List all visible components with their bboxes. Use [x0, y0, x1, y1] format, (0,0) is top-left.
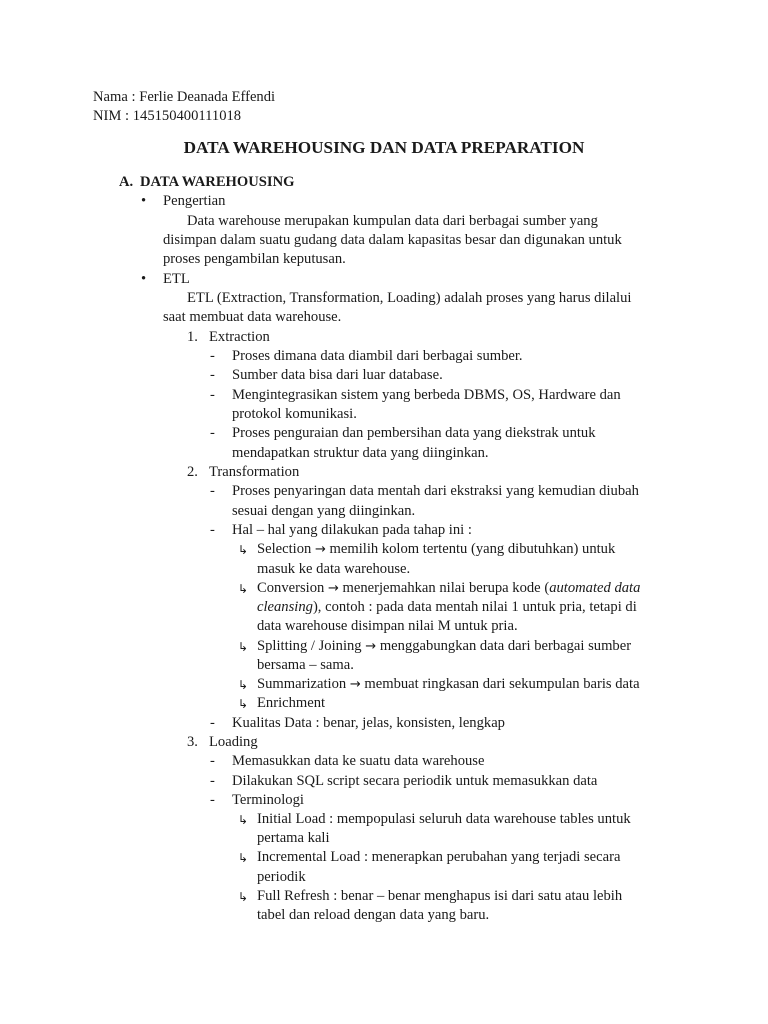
- extraction-item: Sumber data bisa dari luar database.: [232, 367, 443, 383]
- extraction-item: Proses dimana data diambil dari berbagai sumber.: [232, 348, 523, 364]
- conversion-italic: cleansing: [257, 599, 313, 615]
- enrichment-line: Enrichment: [257, 695, 326, 711]
- conversion-text: menerjemahkan nilai berupa kode (: [342, 580, 550, 596]
- dash-bullet: -: [210, 753, 215, 769]
- section-a-marker: A.: [119, 174, 134, 190]
- etl-line: saat membuat data warehouse.: [163, 309, 342, 325]
- terminology-item: tabel dan reload dengan data yang baru.: [257, 907, 490, 923]
- terminology-item: Initial Load : mempopulasi seluruh data warehouse tables untuk: [257, 811, 631, 827]
- dash-bullet: -: [210, 792, 215, 808]
- extraction-item: mendapatkan struktur data yang diinginkan.: [232, 445, 489, 461]
- loading-heading: Loading: [209, 734, 258, 750]
- conversion-cont: data warehouse disimpan nilai M untuk pria.: [257, 618, 518, 634]
- dash-bullet: -: [210, 367, 215, 383]
- conversion-term: Conversion: [257, 580, 325, 596]
- document-title: DATA WAREHOUSING DAN DATA PREPARATION: [183, 138, 585, 157]
- loading-item: Memasukkan data ke suatu data warehouse: [232, 753, 485, 769]
- transformation-item: sesuai dengan yang diinginkan.: [232, 503, 416, 519]
- list-number: 1.: [187, 329, 198, 345]
- dash-bullet: -: [210, 425, 215, 441]
- dash-bullet: -: [210, 483, 215, 499]
- summarization-text: membuat ringkasan dari sekumpulan baris data: [364, 676, 640, 692]
- extraction-item: protokol komunikasi.: [232, 406, 357, 422]
- transformation-item: Kualitas Data : benar, jelas, konsisten, lengkap: [232, 715, 505, 731]
- transformation-item: Proses penyaringan data mentah dari ekstraksi yang kemudian diubah: [232, 483, 639, 499]
- terminology-item: Incremental Load : menerapkan perubahan yang terjadi secara: [257, 849, 621, 865]
- selection-text: memilih kolom tertentu (yang dibutuhkan) untuk: [329, 541, 616, 557]
- list-number: 3.: [187, 734, 198, 750]
- extraction-item: Proses penguraian dan pembersihan data yang diekstrak untuk: [232, 425, 596, 441]
- bullet-icon: •: [141, 193, 147, 209]
- arrow-bullet-icon: ↳: [238, 582, 249, 596]
- bullet-icon: •: [141, 271, 147, 287]
- student-nim: NIM : 145150400111018: [93, 108, 242, 124]
- arrow-bullet-icon: ↳: [238, 678, 249, 692]
- dash-bullet: -: [210, 715, 215, 731]
- transformation-heading: Transformation: [209, 464, 300, 480]
- pengertian-line: Data warehouse merupakan kumpulan data dari berbagai sumber yang: [187, 213, 598, 229]
- section-a-heading: DATA WAREHOUSING: [140, 174, 295, 190]
- conversion-line: [257, 579, 640, 598]
- summarization-term: Summarization: [257, 676, 347, 692]
- list-number: 2.: [187, 464, 198, 480]
- arrow-bullet-icon: ↳: [238, 697, 249, 711]
- student-name: Nama : Ferlie Deanada Effendi: [93, 89, 276, 105]
- splitting-text: menggabungkan data dari berbagai sumber: [379, 638, 632, 654]
- pengertian-heading: Pengertian: [163, 193, 226, 209]
- dash-bullet: -: [210, 522, 215, 538]
- terminology-item: Full Refresh : benar – benar menghapus isi dari satu atau lebih: [257, 888, 623, 904]
- dash-bullet: -: [210, 773, 215, 789]
- right-arrow-icon: →: [314, 542, 326, 557]
- selection-cont: masuk ke data warehouse.: [257, 561, 411, 577]
- terminology-item: periodik: [257, 869, 306, 885]
- selection-line: [257, 540, 615, 559]
- arrow-bullet-icon: ↳: [238, 813, 249, 827]
- right-arrow-icon: →: [327, 581, 339, 596]
- right-arrow-icon: →: [349, 677, 361, 692]
- terminology-item: pertama kali: [257, 830, 330, 846]
- transformation-item: Hal – hal yang dilakukan pada tahap ini :: [232, 522, 472, 538]
- extraction-heading: Extraction: [209, 329, 270, 345]
- arrow-bullet-icon: ↳: [238, 890, 249, 904]
- splitting-term: Splitting / Joining: [257, 638, 362, 654]
- arrow-bullet-icon: ↳: [238, 851, 249, 865]
- pengertian-line: proses pengambilan keputusan.: [163, 251, 346, 267]
- arrow-bullet-icon: ↳: [238, 543, 249, 557]
- dash-bullet: -: [210, 387, 215, 403]
- etl-line: ETL (Extraction, Transformation, Loading) adalah proses yang harus dilalui: [187, 290, 632, 306]
- extraction-item: Mengintegrasikan sistem yang berbeda DBMS, OS, Hardware dan: [232, 387, 621, 403]
- dash-bullet: -: [210, 348, 215, 364]
- conversion-text: ), contoh : pada data mentah nilai 1 untuk pria, tetapi di: [312, 599, 637, 615]
- conversion-italic: automated data: [549, 580, 641, 596]
- selection-term: Selection: [257, 541, 312, 557]
- right-arrow-icon: →: [365, 639, 377, 654]
- etl-heading: ETL: [163, 271, 190, 287]
- arrow-bullet-icon: ↳: [238, 640, 249, 654]
- splitting-line: [257, 637, 631, 656]
- pengertian-line: disimpan dalam suatu gudang data dalam kapasitas besar dan digunakan untuk: [163, 232, 622, 248]
- splitting-cont: bersama – sama.: [257, 657, 354, 673]
- summarization-line: [257, 675, 640, 694]
- loading-item: Terminologi: [232, 792, 304, 808]
- loading-item: Dilakukan SQL script secara periodik untuk memasukkan data: [232, 773, 598, 789]
- conversion-line-2: [257, 598, 637, 617]
